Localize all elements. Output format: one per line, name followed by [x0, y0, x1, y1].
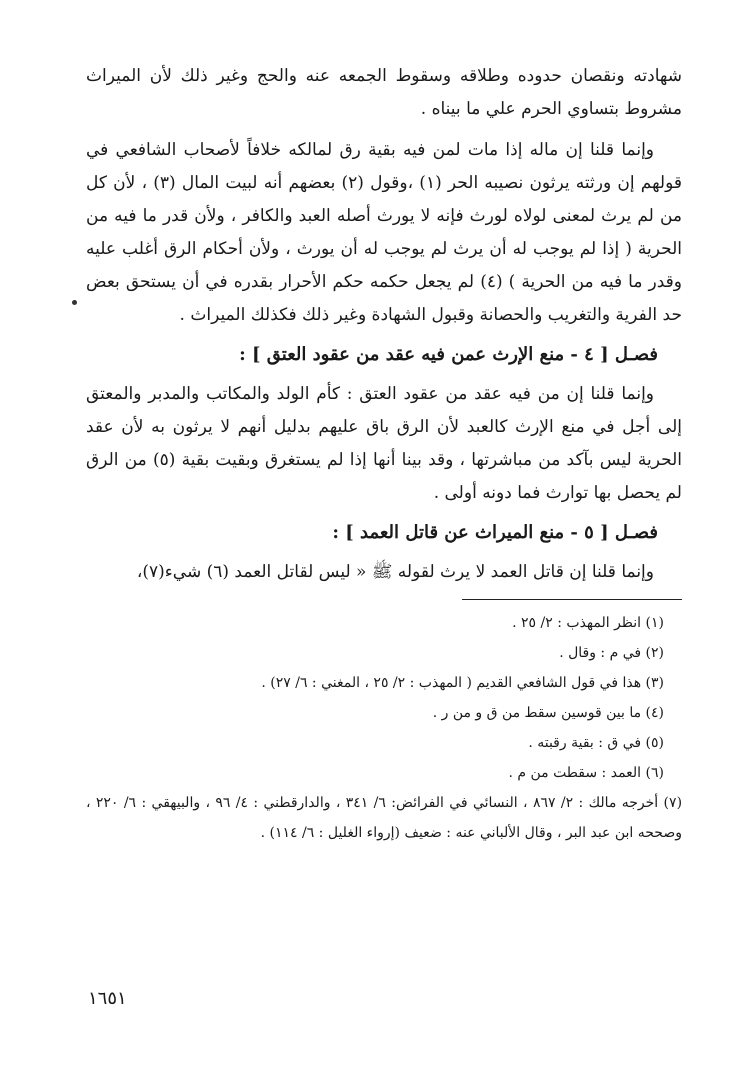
paragraph-4: وإنما قلنا إن قاتل العمد لا يرث لقوله ﷺ « ليس لقاتل العمد (٦) شيء(٧)، — [136, 562, 654, 582]
footnote-1: (١) انظر المهذب : ٢/ ٢٥ . — [512, 615, 664, 631]
footnote-7: (٧) أخرجه مالك : ٢/ ٨٦٧ ، النسائي في الفرائض: ٦/ ٣٤١ ، والدارقطني : ٤/ ٩٦ ، والبيهقي : ٦/ ٢٢٠ ، وصححه ابن عبد البر ، وقال الألباني عنه : ضعيف (إرواء الغليل : ٦/ ١١٤) . — [86, 795, 683, 841]
footnote-5: (٥) في ق : بقية رقبته . — [528, 735, 664, 751]
paragraph-1: شهادته ونقصان حدوده وطلاقه وسقوط الجمعه عنه والحج وغير ذلك لأن الميراث مشروط بتساوي الحرم علي ما بيناه . — [86, 66, 682, 119]
paragraph-2: وإنما قلنا إن ماله إذا مات لمن فيه بقية رق لمالكه خلافاً لأصحاب الشافعي في قولهم إن ورثته يرثون نصيبه الحر (١) ،وقول (٢) بعضهم أنه لبيت المال (٣) ، لأن كل من لم يرث لمعنى لولاه لورث فإنه لا يورث أصله العبد والكافر ، ولأن قدر ما فيه من الحرية ( إذا لم يوجب له أن يرث لم يوجب له أن يورث ، ولأن أحكام الرق أغلب عليه وقدر ما فيه من الحرية ) (٤) لم يجعل حكمه حكم الأحرار بقدره في أن يستحق بعض حد الفرية والتغريب والحصانة وقبول الشهادة وغير ذلك فكذلك الميراث . — [86, 140, 683, 325]
paragraph-3: وإنما قلنا إن من فيه عقد من عقود العتق : كأم الولد والمكاتب والمدبر والمعتق إلى أجل في منع الإرث كالعبد لأن الرق باق عليهم بدليل أنهم لا يرثون به لأن عقد الحرية ليس بآكد من مباشرتها ، وقد بينا أنها إذا لم يستغرق وبقيت بقية (٥) من الرق لم يحصل بها توارث فما دونه أولى . — [86, 384, 682, 503]
section-heading-5: فصـل [ ٥ - منع الميراث عن قاتل العمد ] : — [332, 522, 658, 543]
page-content — [86, 60, 682, 848]
section-heading-4: فصـل [ ٤ - منع الإرث عمن فيه عقد من عقود العتق ] : — [239, 344, 658, 365]
margin-dot — [72, 300, 77, 305]
footnote-4: (٤) ما بين قوسين سقط من ق و من ر . — [432, 705, 664, 721]
footnote-separator — [462, 599, 682, 600]
footnote-6: (٦) العمد : سقطت من م . — [508, 765, 664, 781]
footnotes — [86, 608, 682, 848]
footnote-3: (٣) هذا في قول الشافعي القديم ( المهذب : ٢/ ٢٥ ، المغني : ٦/ ٢٧) . — [261, 675, 664, 691]
footnote-2: (٢) في م : وقال . — [559, 645, 664, 661]
page-number: ١٦٥١ — [88, 988, 127, 1009]
